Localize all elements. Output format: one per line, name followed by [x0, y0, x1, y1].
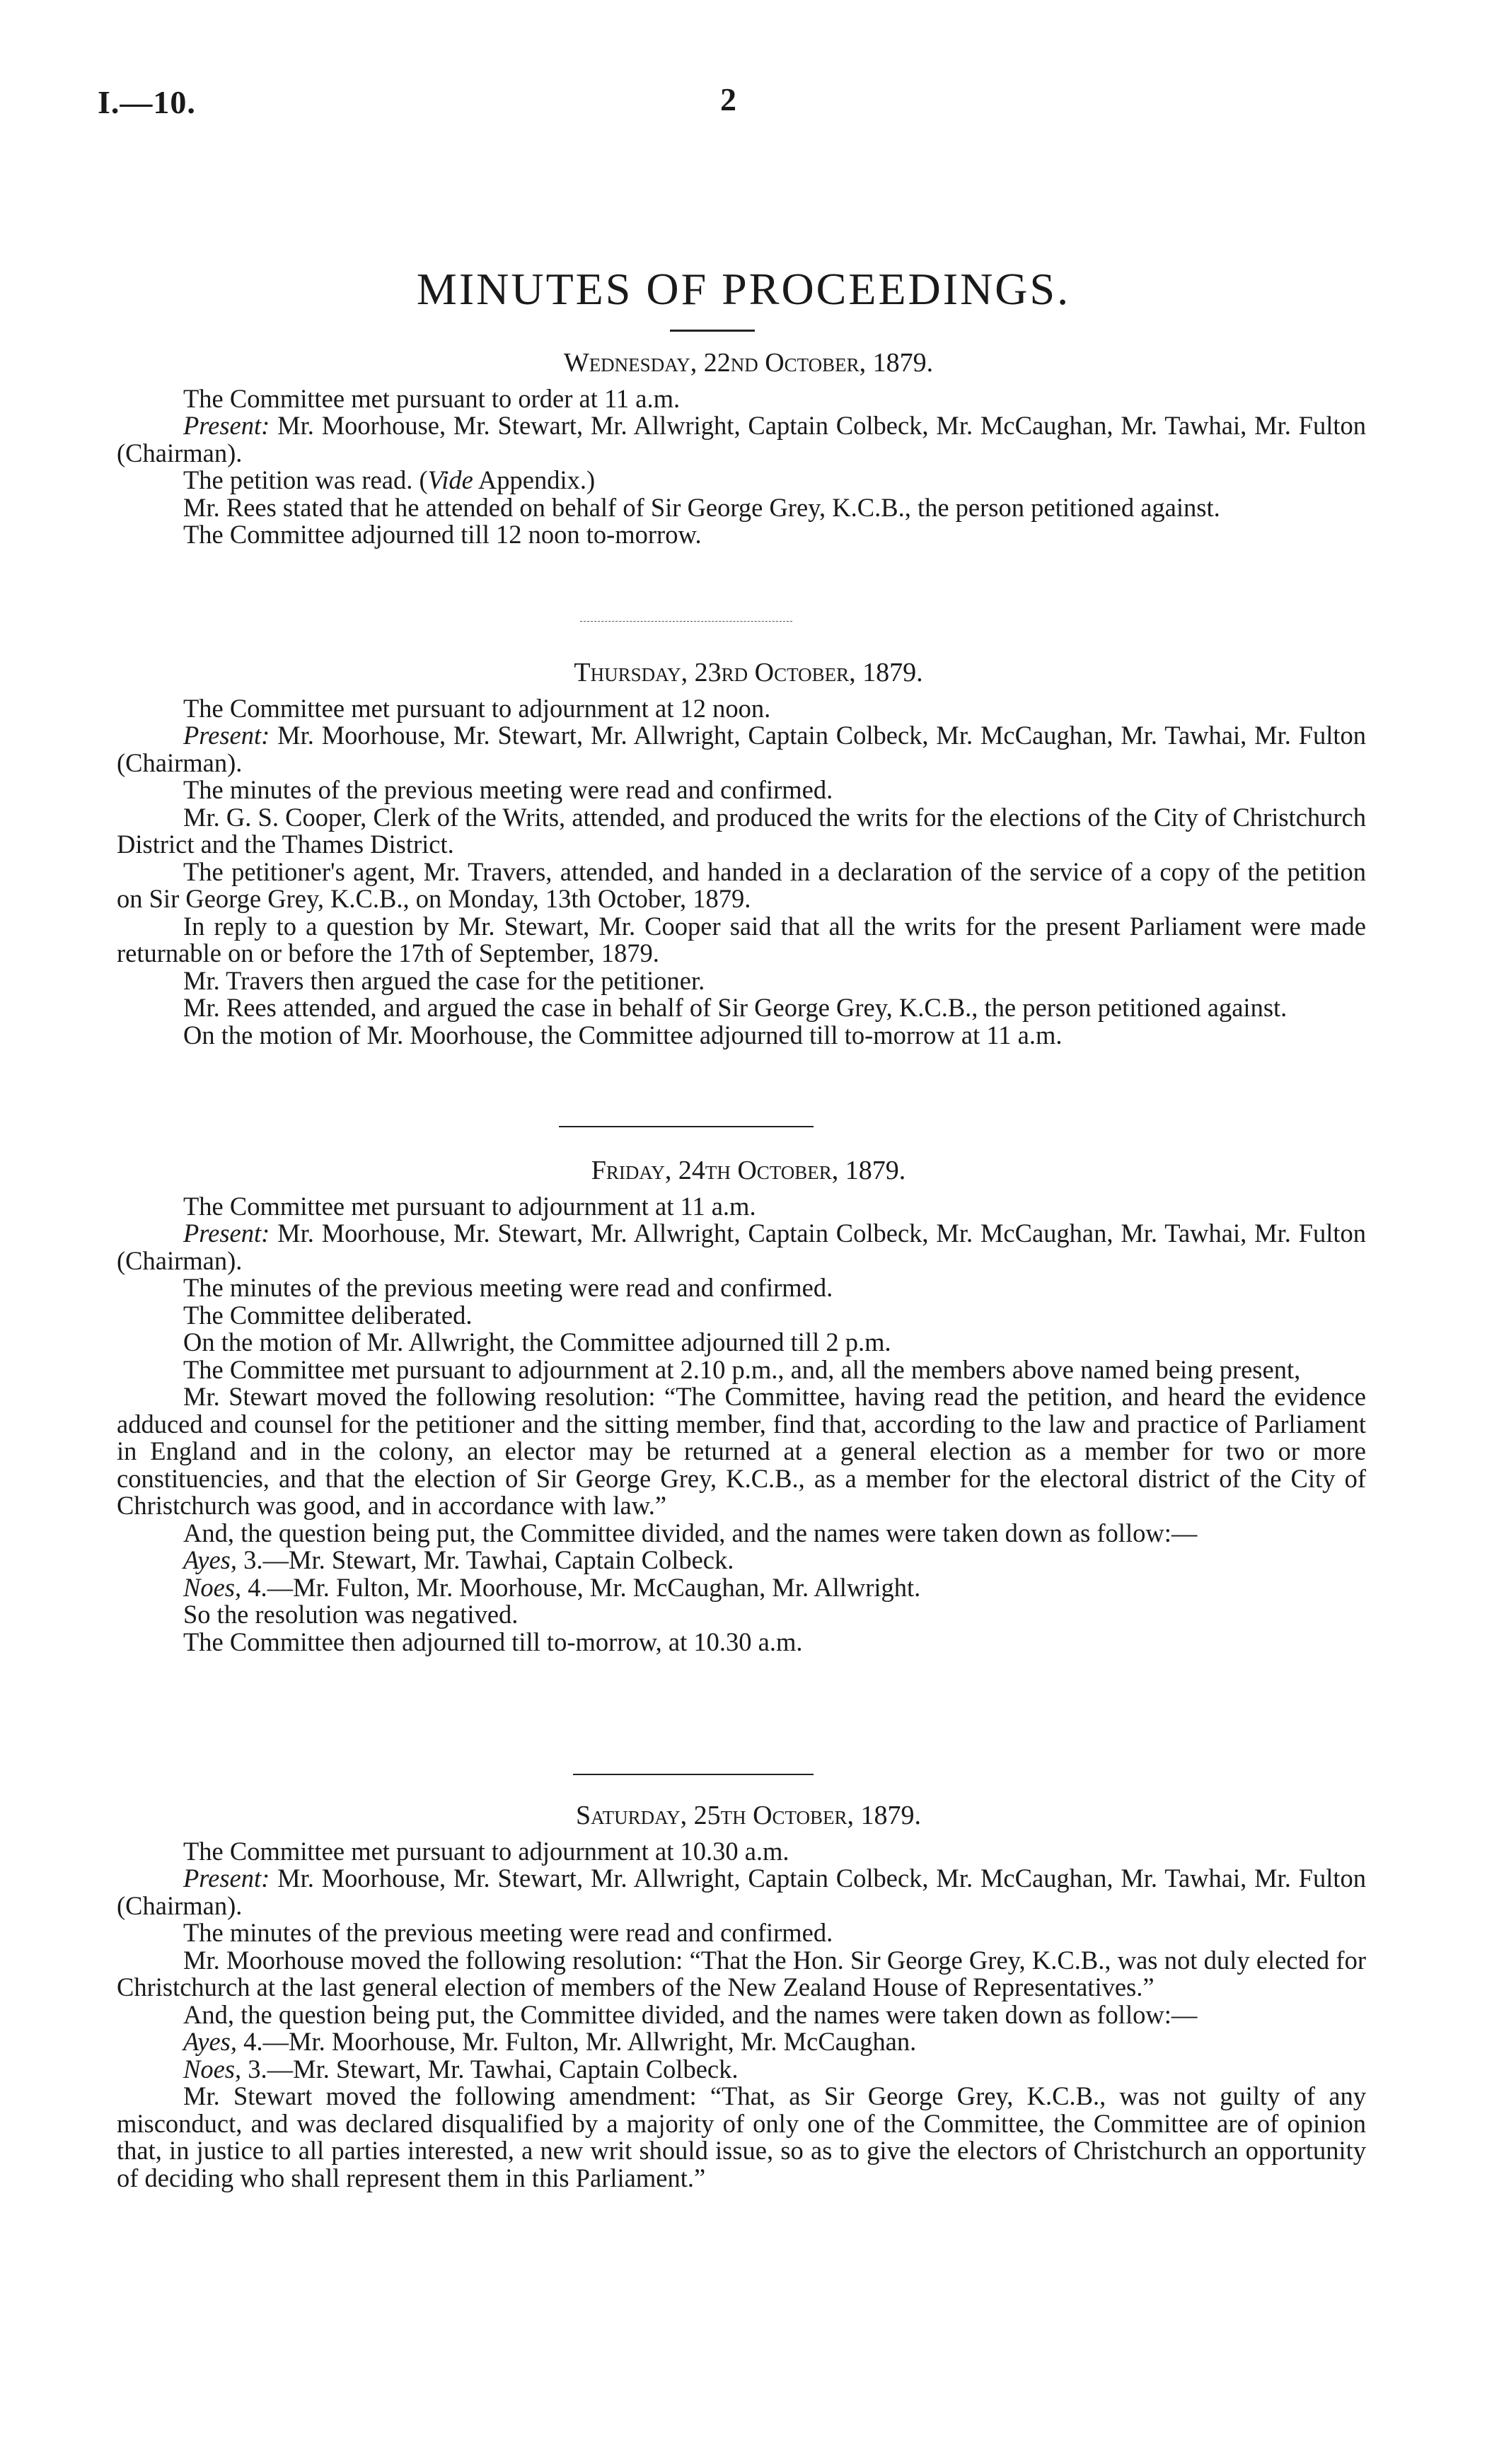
minutes-paragraph: And, the question being put, the Committee divided, and the names were taken down as follow:— — [183, 1999, 1198, 2029]
minutes-paragraph: Mr. Rees stated that he attended on behalf of Sir George Grey, K.C.B., the person petitioned against. — [183, 492, 1220, 522]
section-date: Thursday, 23rd October, 1879. — [574, 658, 923, 687]
page-title: MINUTES OF PROCEEDINGS. — [416, 264, 1071, 314]
page-number: 2 — [720, 81, 736, 117]
minutes-paragraph: The minutes of the previous meeting were read and confirmed. — [183, 1273, 833, 1302]
minutes-paragraph: And, the question being put, the Committee divided, and the names were taken down as follow:— — [183, 1518, 1198, 1547]
minutes-paragraph: Present: Mr. Moorhouse, Mr. Stewart, Mr. Allwright, Captain Colbeck, Mr. McCaughan, Mr. Tawhai, Mr. Fulton (Chairman). — [117, 721, 1366, 777]
minutes-paragraph: The Committee met pursuant to adjournment at 12 noon. — [183, 693, 771, 723]
minutes-paragraph: Present: Mr. Moorhouse, Mr. Stewart, Mr. Allwright, Captain Colbeck, Mr. McCaughan, Mr. Tawhai, Mr. Fulton (Chairman). — [117, 1864, 1366, 1920]
minutes-paragraph: The minutes of the previous meeting were read and confirmed. — [183, 775, 833, 804]
document-reference: I.—10. — [98, 84, 196, 120]
minutes-paragraph: Noes, 3.—Mr. Stewart, Mr. Tawhai, Captain Colbeck. — [183, 2054, 739, 2084]
minutes-paragraph: Noes, 4.—Mr. Fulton, Mr. Moorhouse, Mr. McCaughan, Mr. Allwright. — [183, 1572, 921, 1602]
minutes-paragraph: Present: Mr. Moorhouse, Mr. Stewart, Mr. Allwright, Captain Colbeck, Mr. McCaughan, Mr. Tawhai, Mr. Fulton (Chairman). — [117, 1219, 1366, 1275]
minutes-paragraph: Mr. Stewart moved the following amendment: “That, as Sir George Grey, K.C.B., was not guilty of any misconduct, and was declared disqualified by a majority of only one of the Committee, the Committee are of opinion that, in justice to all parties interested, a new writ should issue, so as to give the electors of Christchurch an opportunity of deciding who shall represent them in this Parliament.” — [117, 2081, 1366, 2192]
minutes-section — [117, 659, 1366, 1049]
section-date: Saturday, 25th October, 1879. — [575, 1801, 922, 1830]
minutes-paragraph: The Committee met pursuant to order at 11 a.m. — [183, 383, 681, 413]
minutes-paragraph: The Committee met pursuant to adjournment at 11 a.m. — [183, 1191, 756, 1221]
minutes-paragraph: On the motion of Mr. Allwright, the Committee adjourned till 2 p.m. — [183, 1327, 891, 1356]
section-divider — [580, 621, 792, 622]
minutes-paragraph: On the motion of Mr. Moorhouse, the Committee adjourned till to-morrow at 11 a.m. — [183, 1020, 1063, 1050]
section-divider — [559, 1126, 814, 1127]
minutes-paragraph: The petitioner's agent, Mr. Travers, attended, and handed in a declaration of the service of a copy of the petition on Sir George Grey, K.C.B., on Monday, 13th October, 1879. — [117, 856, 1366, 913]
minutes-section — [117, 349, 1366, 549]
minutes-paragraph: Ayes, 4.—Mr. Moorhouse, Mr. Fulton, Mr. Allwright, Mr. McCaughan. — [183, 2027, 917, 2056]
title-divider — [670, 330, 755, 332]
minutes-paragraph: The Committee met pursuant to adjournment at 10.30 a.m. — [183, 1836, 789, 1866]
minutes-paragraph: Mr. Travers then argued the case for the petitioner. — [183, 965, 705, 995]
minutes-section — [117, 1802, 1366, 2192]
minutes-paragraph: Present: Mr. Moorhouse, Mr. Stewart, Mr. Allwright, Captain Colbeck, Mr. McCaughan, Mr. Tawhai, Mr. Fulton (Chairman). — [117, 411, 1366, 467]
minutes-paragraph: Ayes, 3.—Mr. Stewart, Mr. Tawhai, Captain Colbeck. — [183, 1545, 734, 1574]
minutes-paragraph: The Committee then adjourned till to-morrow, at 10.30 a.m. — [183, 1627, 803, 1656]
minutes-paragraph: The minutes of the previous meeting were read and confirmed. — [183, 1918, 833, 1947]
minutes-paragraph: Mr. Moorhouse moved the following resolution: “That the Hon. Sir George Grey, K.C.B., was not duly elected for Christchurch at the last general election of members of the New Zealand House of Representatives.” — [117, 1945, 1366, 2001]
minutes-paragraph: Mr. Rees attended, and argued the case in behalf of Sir George Grey, K.C.B., the person petitioned against. — [183, 993, 1288, 1022]
minutes-paragraph: The Committee deliberated. — [183, 1300, 473, 1330]
minutes-paragraph: The petition was read. (Vide Appendix.) — [183, 465, 596, 494]
minutes-paragraph: Mr. Stewart moved the following resolution: “The Committee, having read the petition, and heard the evidence adduced and counsel for the petitioner and the sitting member, find that, according to the law and practice of Parliament in England and in the colony, an elector may be returned at a general election as a member for two or more constituencies, and that the election of Sir George Grey, K.C.B., as a member for the electoral district of the City of Christchurch was good, and in accordance with law.” — [117, 1382, 1366, 1520]
minutes-paragraph: Mr. G. S. Cooper, Clerk of the Writs, attended, and produced the writs for the elections of the City of Christchurch District and the Thames District. — [117, 802, 1366, 859]
minutes-paragraph: In reply to a question by Mr. Stewart, Mr. Cooper said that all the writs for the present Parliament were made returnable on or before the 17th of September, 1879. — [117, 911, 1366, 967]
minutes-paragraph: The Committee met pursuant to adjournment at 2.10 p.m., and, all the members above named being present, — [183, 1354, 1301, 1384]
section-divider — [573, 1774, 814, 1775]
section-date: Friday, 24th October, 1879. — [591, 1156, 906, 1185]
section-date: Wednesday, 22nd October, 1879. — [563, 348, 934, 378]
minutes-section — [117, 1157, 1366, 1656]
minutes-paragraph: So the resolution was negatived. — [183, 1600, 519, 1629]
minutes-paragraph: The Committee adjourned till 12 noon to-morrow. — [183, 520, 702, 549]
